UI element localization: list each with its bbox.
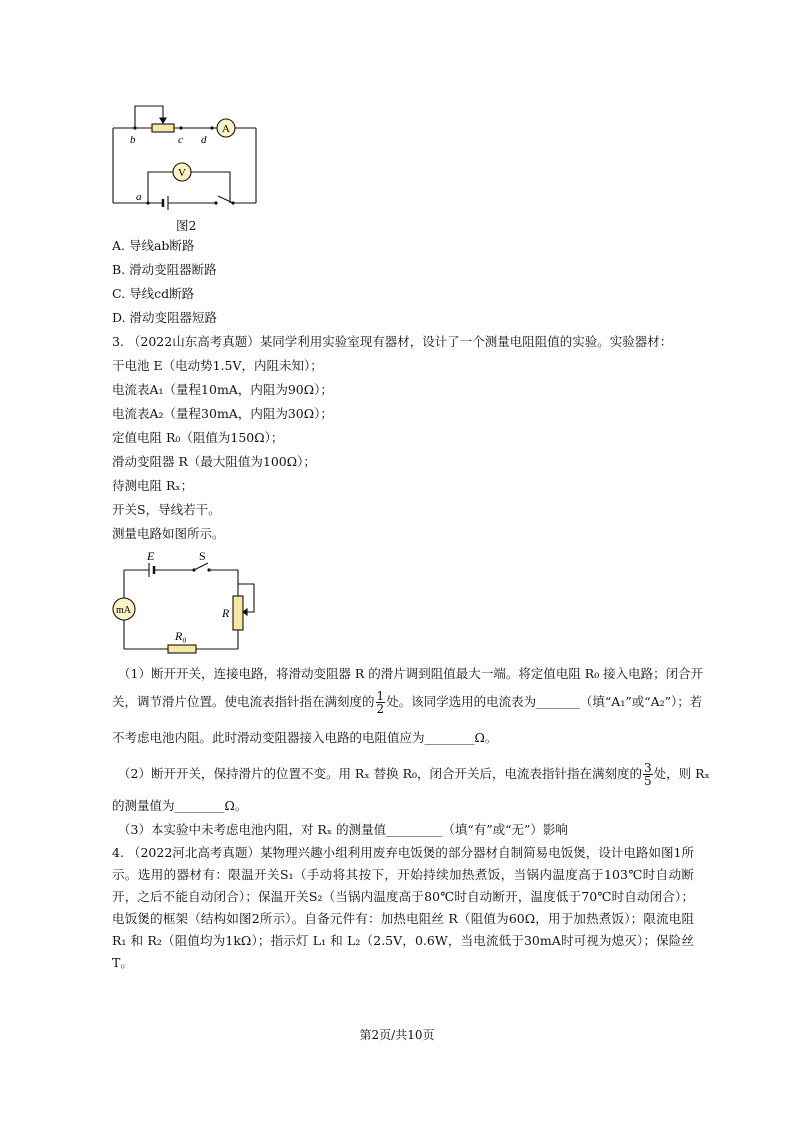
q3-part2-line2: 的测量值为________Ω。 bbox=[112, 798, 248, 813]
q4-paragraph: 4. （2022河北高考真题）某物理兴趣小组利用废弃电饭煲的部分器材自制简易电饭煲，设计电路如图1所示。选用的器材有：限温开关S₁（手动将其按下，开始持续加热煮饭，当锅内温度高于103℃时自动断开，之后不能自动闭合）；保温开关S₂（当锅内温度高于80℃时自动断开，温度低于70℃时自动闭合）；电饭煲的框架（结构如图2所示）。自备元件有：加热电阻丝 R（阻值为60Ω，用于加热煮饭）；限流电阻 R₁ 和 R₂（阻值均为1kΩ）；指示灯 L₁ 和 L₂（2.5V，0.6W，当电流低于30mA时可视为熄灭）；保险丝 T。 bbox=[112, 845, 694, 970]
fraction-numerator: 3 bbox=[644, 761, 652, 775]
q3-part1-line2 bbox=[112, 690, 702, 715]
fraction-one-half bbox=[376, 690, 386, 715]
page-footer: 第2页/共10页 bbox=[359, 1028, 435, 1042]
fraction-numerator: 1 bbox=[376, 689, 385, 703]
rheostat-label-r: R bbox=[222, 606, 230, 620]
ammeter-label: A bbox=[222, 123, 230, 135]
q3-stem: 3. （2022山东高考真题）某同学利用实验室现有器材，设计了一个测量电阻阻值的实验。实验器材： bbox=[112, 334, 673, 349]
battery-label-e: E bbox=[147, 549, 155, 563]
q3-material-a2: 电流表A₂（量程30mA，内阻为30Ω）； bbox=[112, 406, 333, 421]
option-b: B. 滑动变阻器断路 bbox=[112, 262, 217, 277]
option-c: C. 导线cd断路 bbox=[112, 286, 195, 301]
q3-part1-line3: 不考虑电池内阻。此时滑动变阻器接入电路的电阻值应为________Ω。 bbox=[112, 730, 498, 745]
label-b: b bbox=[130, 134, 136, 146]
label-c: c bbox=[178, 134, 183, 146]
option-d: D. 滑动变阻器短路 bbox=[112, 310, 218, 325]
option-a: A. 导线ab断路 bbox=[112, 238, 195, 253]
fraction-denominator: 2 bbox=[376, 702, 385, 716]
voltmeter-label: V bbox=[178, 167, 186, 179]
q3-part1-line1: （1）断开开关，连接电路，将滑动变阻器 R 的滑片调到阻值最大一端。将定值电阻 R₀ 接入电路；闭合开 bbox=[118, 666, 704, 681]
milliammeter-label: mA bbox=[116, 605, 131, 616]
q3-material-rheostat: 滑动变阻器 R（最大阻值为100Ω）； bbox=[112, 454, 316, 469]
q3-part3: （3）本实验中未考虑电池内阻，对 Rₓ 的测量值_________（填“有”或“无”）影响 bbox=[118, 822, 568, 837]
fraction-three-fifths bbox=[643, 762, 653, 787]
q3-part1-line2-pre: 关，调节滑片位置。使电流表指针指在满刻度的 bbox=[112, 694, 375, 709]
q3-part2-post: 处，则 Rₓ bbox=[653, 766, 710, 781]
label-d: d bbox=[201, 134, 207, 146]
q3-material-rx: 待测电阻 Rₓ； bbox=[112, 478, 194, 493]
switch-label-s: S bbox=[199, 549, 206, 563]
figure2-circuit-diagram bbox=[108, 100, 268, 218]
q3-material-switch: 开关S，导线若干。 bbox=[112, 502, 221, 517]
q3-circuit-intro: 测量电路如图所示。 bbox=[112, 526, 225, 541]
q3-material-a1: 电流表A₁（量程10mA，内阻为90Ω）； bbox=[112, 382, 333, 397]
q3-part2-line1 bbox=[118, 762, 710, 787]
figure2-caption: 图2 bbox=[176, 218, 197, 233]
q3-circuit-diagram bbox=[108, 546, 258, 656]
resistor-label-r0: R₀ bbox=[175, 629, 187, 643]
q3-material-battery: 干电池 E（电动势1.5V，内阻未知）； bbox=[112, 358, 323, 373]
q3-material-r0: 定值电阻 R₀（阻值为150Ω）； bbox=[112, 430, 284, 445]
label-a: a bbox=[136, 191, 142, 203]
q3-part1-line2-post: 处。该同学选用的电流表为_______（填“A₁”或“A₂”）；若 bbox=[386, 694, 703, 709]
q3-part2-pre: （2）断开开关，保持滑片的位置不变。用 Rₓ 替换 R₀，闭合开关后，电流表指针指在满刻度的 bbox=[118, 766, 643, 781]
fraction-denominator: 5 bbox=[644, 774, 652, 788]
